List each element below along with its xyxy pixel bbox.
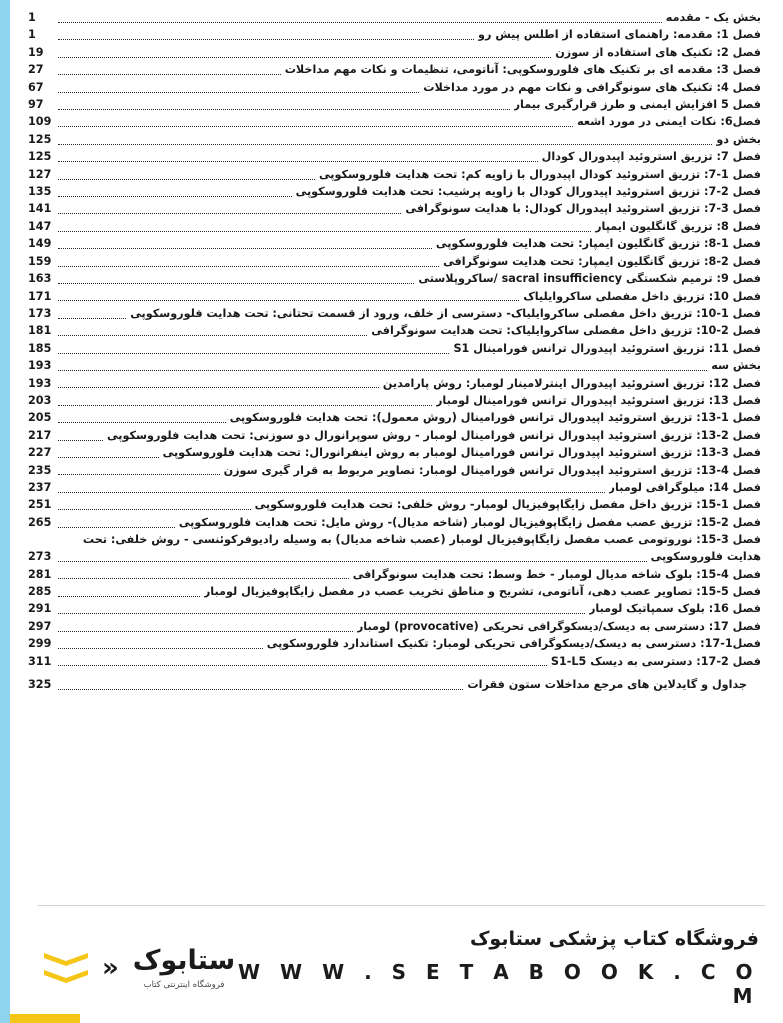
logo-tagline: فروشگاه اینترنتی کتاب <box>143 979 225 990</box>
toc-entry-title: فصل 3-13: تزریق استروئید اپیدورال ترانس فورامینال لومبار به روش اینفرانورال: تحت هدایت فلوروسکوپی <box>162 446 761 460</box>
footer-brand <box>235 928 759 1008</box>
toc-entry[interactable] <box>28 45 761 61</box>
toc-entry-title: بخش دو <box>716 132 761 146</box>
toc-page-number: 1 <box>28 28 36 42</box>
toc-entry[interactable] <box>28 219 761 235</box>
toc-entry-title: فصل 2-10: تزریق داخل مفصلی ساکروایلیاک: تحت هدایت سونوگرافی <box>371 324 761 338</box>
toc-page-number: 237 <box>28 480 52 494</box>
page-footer <box>10 905 783 1023</box>
toc-page-number: 125 <box>28 150 52 164</box>
toc-entry[interactable] <box>28 677 761 693</box>
toc-entry-title: فصل 1-15: تزریق داخل مفصل زایگاپوفیزیال لومبار- روش خلفی: تحت هدایت فلوروسکوپی <box>254 498 761 512</box>
toc-entry[interactable] <box>28 601 761 617</box>
toc-page-number: 1 <box>28 11 36 24</box>
toc-leader-dots <box>58 664 547 666</box>
toc-entry-title: فصل 2-7: تزریق استروئید اپیدورال کودال با زاویه پرشیب: تحت هدایت فلوروسکوپی <box>295 185 761 199</box>
toc-entry[interactable] <box>28 376 761 392</box>
toc-page-number: 67 <box>28 80 44 94</box>
toc-leader-dots <box>58 386 379 388</box>
toc-page-number: 135 <box>28 185 52 199</box>
toc-leader-dots <box>58 456 159 458</box>
toc-entry[interactable] <box>28 636 761 652</box>
toc-entry[interactable] <box>28 463 761 479</box>
toc-entry[interactable] <box>28 532 761 565</box>
toc-entry[interactable] <box>28 97 761 113</box>
toc-leader-dots <box>58 688 463 690</box>
toc-entry[interactable] <box>28 254 761 270</box>
toc-entry[interactable] <box>28 114 761 130</box>
toc-entry[interactable] <box>28 167 761 183</box>
toc-leader-dots <box>58 143 712 145</box>
toc-entry[interactable] <box>28 445 761 461</box>
toc-page-number: 185 <box>28 341 52 355</box>
toc-page-number: 297 <box>28 619 52 633</box>
toc-entry[interactable] <box>28 410 761 426</box>
toc-page-number: 205 <box>28 411 52 425</box>
toc-entry[interactable] <box>28 393 761 409</box>
toc-entry-title: فصل 12: تزریق استروئید اپیدورال اینترلامینار لومبار: روش پارامدین <box>382 376 761 390</box>
toc-page-number: 173 <box>28 306 52 320</box>
toc-entry[interactable] <box>28 654 761 670</box>
toc-entry-title: فصل 3-7: تزریق استروئید اپیدورال کودال: با هدایت سونوگرافی <box>405 202 761 216</box>
toc-leader-dots <box>58 91 419 93</box>
toc-entry[interactable] <box>28 480 761 496</box>
toc-page-number: 109 <box>28 115 52 129</box>
footer-accent-bar <box>10 1014 80 1023</box>
toc-leader-dots <box>58 526 175 528</box>
toc-entry-title: فصل 8: تزریق گانگلیون ایمپار <box>595 219 761 233</box>
toc-page-number: 163 <box>28 272 52 286</box>
toc-entry[interactable] <box>28 80 761 96</box>
toc-entry-title: فصل 1-7: تزریق استروئید کودال اپیدورال با زاویه کم: تحت هدایت فلوروسکوپی <box>318 167 761 181</box>
toc-entry[interactable] <box>28 428 761 444</box>
toc-entry-title: فصل 1: مقدمه: راهنمای استفاده از اطلس پیش رو <box>478 28 761 42</box>
table-of-contents <box>10 0 783 693</box>
toc-page-number: 193 <box>28 376 52 390</box>
toc-leader-dots <box>58 404 432 406</box>
toc-page-number: 171 <box>28 289 52 303</box>
toc-leader-dots <box>58 230 591 232</box>
toc-entry-title: فصل 17: دسترسی به دیسک/دیسکوگرافی تحریکی (provocative) لومبار <box>356 619 761 633</box>
toc-entry[interactable] <box>28 619 761 635</box>
toc-page-number: 217 <box>28 428 52 442</box>
toc-leader-dots <box>58 491 605 493</box>
toc-entry-title: فصل 10: تزریق داخل مفصلی ساکروایلیاک <box>523 289 761 303</box>
toc-leader-dots <box>58 212 401 214</box>
toc-entry[interactable] <box>28 358 761 374</box>
toc-entry-title: فصل 9: ترمیم شکستگی sacral insufficiency /ساکروپلاستی <box>418 272 761 286</box>
toc-entry-title: فصل 5 افزایش ایمنی و طرز قرارگیری بیمار <box>513 98 761 112</box>
toc-entry-title: فصل 2-15: تزریق عصب مفصل زایگاپوفیزیال لومبار (شاخه مدیال)- روش مایل: تحت هدایت فلوروسکوپی <box>178 515 761 529</box>
toc-page-number: 97 <box>28 98 44 112</box>
toc-entry[interactable] <box>28 567 761 583</box>
logo-double-chevron-icon <box>44 953 88 983</box>
toc-entry-title: فصل 2-8: تزریق گانگلیون ایمپار: تحت هدایت سونوگرافی <box>443 254 761 268</box>
toc-leader-dots <box>58 421 226 423</box>
toc-leader-dots <box>58 473 220 475</box>
toc-page-number: 149 <box>28 237 52 251</box>
toc-leader-dots <box>58 247 432 249</box>
toc-entry-title: فصل1-17: دسترسی به دیسک/دیسکوگرافی تحریکی لومبار: تکنیک استاندارد فلوروسکوپی <box>266 637 761 651</box>
toc-page-number: 285 <box>28 584 52 598</box>
toc-page-number: 147 <box>28 219 52 233</box>
toc-entry[interactable] <box>28 62 761 78</box>
toc-entry-title-cont: هدایت فلوروسکوپی <box>650 550 761 564</box>
toc-entry-title: فصل 3: مقدمه ای بر تکنیک های فلوروسکوپی: آناتومی، تنظیمات و نکات مهم مداخلات <box>284 63 761 77</box>
toc-entry[interactable] <box>28 289 761 305</box>
toc-leader-dots <box>58 334 367 336</box>
toc-page-number: 251 <box>28 498 52 512</box>
toc-leader-dots <box>58 73 281 75</box>
toc-entry-title: فصل 13: تزریق استروئید اپیدورال ترانس فورامینال لومبار <box>435 393 761 407</box>
logo-wordmark: ستابوک <box>132 944 236 976</box>
toc-page-number: 281 <box>28 567 52 581</box>
toc-entry-title: فصل 2-17: دسترسی به دیسک S1-L5 <box>550 654 761 668</box>
toc-entry[interactable] <box>28 27 761 43</box>
toc-entry[interactable] <box>28 201 761 217</box>
toc-leader-dots <box>58 612 585 614</box>
toc-entry-title: فصل 4-15: بلوک شاخه مدیال لومبار - خط وسط: تحت هدایت سونوگرافی <box>352 567 761 581</box>
toc-entry-title: بخش سه <box>711 359 761 373</box>
logo-chevron-icon: « <box>102 953 119 983</box>
toc-page-number: 203 <box>28 393 52 407</box>
toc-leader-dots <box>58 56 551 58</box>
toc-entry-title: فصل 7: تزریق استروئید اپیدورال کودال <box>541 150 761 164</box>
page-accent-bar <box>0 0 10 1023</box>
toc-entry[interactable] <box>28 306 761 322</box>
toc-leader-dots <box>58 108 510 110</box>
toc-leader-dots <box>58 178 315 180</box>
toc-entry[interactable] <box>28 497 761 513</box>
toc-page-number: 19 <box>28 45 44 59</box>
toc-entry-title: جداول و گایدلاین های مرجع مداخلات ستون فقرات <box>467 678 747 692</box>
toc-leader-dots <box>58 508 251 510</box>
toc-page-number: 299 <box>28 637 52 651</box>
toc-leader-dots <box>58 21 662 23</box>
toc-entry[interactable] <box>28 236 761 252</box>
toc-page-number: 273 <box>28 550 52 564</box>
toc-page-number: 193 <box>28 359 52 373</box>
toc-leader-dots <box>58 647 263 649</box>
toc-page-number: 325 <box>28 678 52 692</box>
toc-page-number: 27 <box>28 63 44 77</box>
toc-entry[interactable] <box>28 323 761 339</box>
toc-leader-dots <box>58 299 519 301</box>
toc-leader-dots <box>58 630 353 632</box>
toc-leader-dots <box>58 125 573 127</box>
toc-entry[interactable] <box>28 271 761 287</box>
toc-leader-dots <box>58 195 292 197</box>
toc-page-number: 227 <box>28 446 52 460</box>
toc-page-number: 235 <box>28 463 52 477</box>
toc-page-number: 125 <box>28 132 52 146</box>
toc-page-number: 291 <box>28 602 52 616</box>
toc-leader-dots <box>58 282 414 284</box>
toc-page-number: 181 <box>28 324 52 338</box>
footer-logo <box>44 944 236 990</box>
footer-website-url[interactable]: W W W . S E T A B O O K . C O M <box>238 960 759 1008</box>
toc-entry-title: فصل 1-13: تزریق استروئید اپیدورال ترانس فورامینال (روش معمول): تحت هدایت فلوروسکوپی <box>229 411 761 425</box>
toc-entry[interactable] <box>28 584 761 600</box>
toc-leader-dots <box>58 439 103 441</box>
toc-entry-title: فصل 14: میلوگرافی لومبار <box>608 480 761 494</box>
footer-brand-name: فروشگاه کتاب پزشکی ستابوک <box>469 928 759 950</box>
toc-entry[interactable] <box>28 10 761 26</box>
toc-entry-title: فصل 1-8: تزریق گانگلیون ایمپار: تحت هدایت فلوروسکوپی <box>435 237 761 251</box>
toc-entry-title: فصل 5-15: تصاویر عصب دهی، آناتومی، تشریح و مناطق تخریب عصب در مفصل زایگاپوفیزیال لومبار <box>203 584 761 598</box>
toc-entry-title: فصل6: نکات ایمنی در مورد اشعه <box>577 115 761 129</box>
document-page <box>10 0 783 1023</box>
toc-leader-dots <box>58 560 647 562</box>
toc-entry-title: فصل 4-13: تزریق استروئید اپیدورال ترانس فورامینال لومبار: تصاویر مربوط به قرار گیری سوزن <box>223 463 761 477</box>
toc-entry-title: فصل 3-15: نوروتومی عصب مفصل زایگاپوفیزیال لومبار (عصب شاخه مدیال) به وسیله رادیوفرکوئنسی - روش خلفی: تحت <box>82 533 761 547</box>
toc-entry-title: فصل 16: بلوک سمپاتیک لومبار <box>588 602 761 616</box>
toc-entry[interactable] <box>28 184 761 200</box>
toc-entry-title: فصل 11: تزریق استروئید اپیدورال ترانس فورامینال S1 <box>453 341 761 355</box>
toc-leader-dots <box>58 160 538 162</box>
toc-entry-title: فصل 2: تکنیک های استفاده از سوزن <box>555 45 761 59</box>
toc-entry-title: فصل 1-10: تزریق داخل مفصلی ساکروایلیاک- دسترسی از خلف، ورود از قسمت تحتانی: تحت هدایت فلوروسکوپی <box>130 306 761 320</box>
toc-leader-dots <box>58 265 439 267</box>
toc-page-number: 311 <box>28 654 52 668</box>
toc-leader-dots <box>58 352 449 354</box>
footer-divider <box>38 905 765 906</box>
toc-entry[interactable] <box>28 515 761 531</box>
toc-leader-dots <box>58 595 200 597</box>
toc-page-number: 265 <box>28 515 52 529</box>
toc-page-number: 127 <box>28 167 52 181</box>
toc-leader-dots <box>58 369 707 371</box>
toc-entry[interactable] <box>28 149 761 165</box>
toc-page-number: 141 <box>28 202 52 216</box>
toc-leader-dots <box>58 38 474 40</box>
toc-entry-title: بخش یک - مقدمه <box>665 11 761 24</box>
toc-leader-dots <box>58 577 349 579</box>
toc-entry[interactable] <box>28 341 761 357</box>
toc-page-number: 159 <box>28 254 52 268</box>
toc-leader-dots <box>58 317 126 319</box>
toc-entry-title: فصل 4: تکنیک های سونوگرافی و نکات مهم در مورد مداخلات <box>423 80 761 94</box>
toc-entry[interactable] <box>28 132 761 148</box>
toc-entry-title: فصل 2-13: تزریق استروئید اپیدورال ترانس فورامینال لومبار - روش سوپرانورال دو سوزنی: تحت هدایت فلوروسکوپی <box>106 428 761 442</box>
